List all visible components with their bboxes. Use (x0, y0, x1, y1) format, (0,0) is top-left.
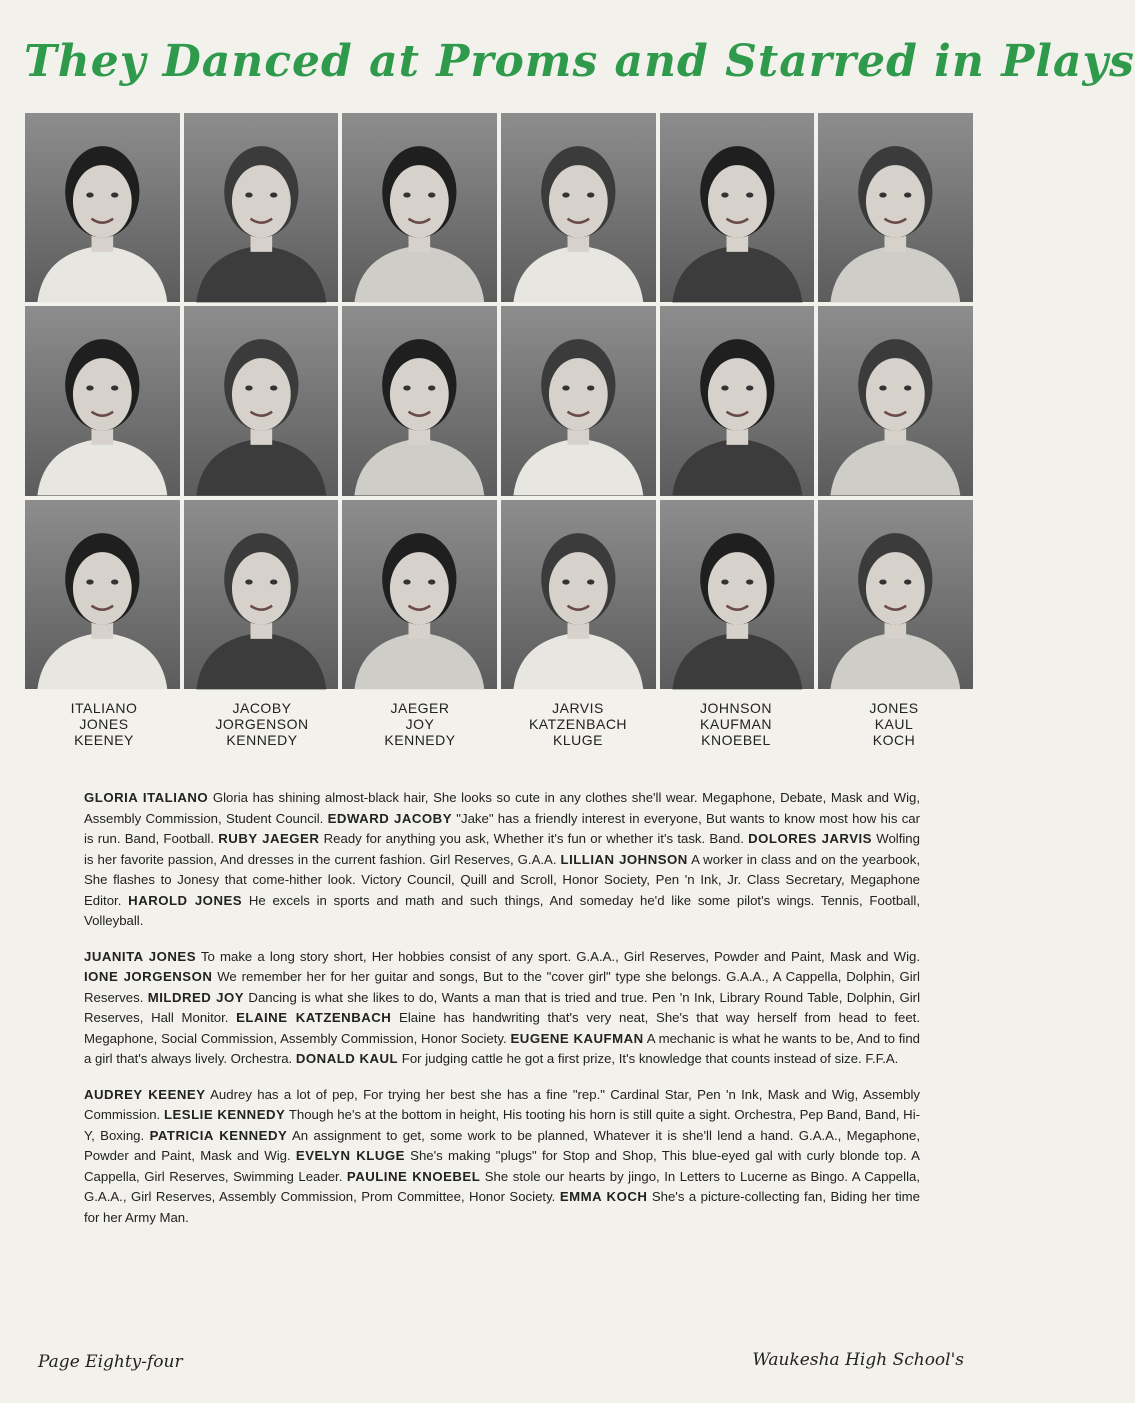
student-name: LESLIE KENNEDY (163, 1107, 286, 1122)
portrait-photo (342, 500, 497, 689)
portrait-photo (818, 500, 973, 689)
name-column (183, 700, 341, 748)
student-bio: She stole our hearts by jingo, In Letters to Lucerne as Bingo. A Cappella, G.A.A., Girl Reserves, Assembly Commission, Prom Committee, Honor Society. (84, 1168, 920, 1204)
student-name: DOLORES JARVIS (748, 831, 872, 846)
student-bio: Audrey has a lot of pep, For trying her best she has a fine "rep." Cardinal Star, Pen 'n Ink, Mask and Wig, Assembly Commission. (84, 1086, 921, 1122)
student-bio: A mechanic is what he wants to be, And to find a girl that's always lively. Orchestra. (84, 1030, 921, 1066)
portrait-photo (184, 500, 339, 689)
student-bio: Dancing is what she likes to do, Wants a man that is tried and true. Pen 'n Ink, Library Round Table, Dolphin, Girl Reserves, Hall Monitor. (84, 989, 920, 1025)
bio-paragraph (84, 947, 920, 1070)
portrait-silhouette (818, 500, 973, 689)
portrait-silhouette (660, 500, 815, 689)
portrait-silhouette (342, 306, 497, 495)
portrait-grid (25, 113, 973, 689)
name-label: KAUFMAN (700, 716, 772, 732)
portrait-photo (818, 113, 973, 302)
name-column (341, 700, 499, 748)
student-name: PAULINE KNOEBEL (346, 1168, 481, 1184)
student-name: IONE JORGENSON (84, 969, 213, 984)
biographies (84, 788, 920, 1243)
student-bio: Elaine has handwriting that's very neat, She's that way herself from head to feet. Megaphone, Social Commission, Assembly Commission, Honor Society. (84, 1010, 920, 1046)
name-label: KENNEDY (384, 732, 456, 748)
portrait-silhouette (184, 306, 339, 495)
portrait-silhouette (25, 500, 180, 689)
page-title: They Danced at Proms and Starred in Plays (24, 36, 1135, 87)
portrait-photo (25, 500, 180, 689)
portrait-photo (501, 500, 656, 689)
name-label: KEENEY (74, 732, 134, 748)
student-name: EDWARD JACOBY (327, 810, 452, 826)
name-index (25, 700, 973, 748)
portrait-photo (184, 113, 339, 302)
name-label: KENNEDY (226, 732, 298, 748)
name-column (25, 700, 183, 748)
student-bio: Ready for anything you ask, Whether it's fun or whether it's task. Band. (323, 831, 744, 846)
student-name: PATRICIA KENNEDY (149, 1127, 288, 1143)
name-label: JORGENSON (215, 716, 309, 732)
portrait-photo (342, 306, 497, 495)
student-bio: She's a picture-collecting fan, Biding her time for her Army Man. (84, 1189, 920, 1225)
name-column (657, 700, 815, 748)
portrait-photo (501, 113, 656, 302)
student-bio: Wolfing is her favorite passion, And dresses in the current fashion. Girl Reserves, G.A.A. (84, 831, 920, 867)
name-label: KNOEBEL (701, 732, 771, 748)
student-name: EUGENE KAUFMAN (510, 1030, 644, 1046)
portrait-photo (25, 113, 180, 302)
student-bio: Gloria has shining almost-black hair, She looks so cute in any clothes she'll wear. Megaphone, Debate, Mask and Wig, Assembly Commission, Student Council. (84, 790, 920, 826)
name-label: JONES (79, 716, 129, 732)
portrait-photo (660, 306, 815, 495)
portrait-silhouette (25, 113, 180, 302)
portrait-silhouette (25, 306, 180, 495)
name-label: KOCH (872, 732, 916, 748)
student-bio: Though he's at the bottom in height, His tooting his horn is still quite a sight. Orchestra, Pep Band, Band, Hi-Y, Boxing. (84, 1107, 921, 1143)
name-label: JONES (869, 700, 919, 716)
student-name: RUBY JAEGER (218, 831, 320, 846)
portrait-silhouette (184, 500, 339, 689)
student-name: DONALD KAUL (295, 1051, 399, 1066)
student-name: LILLIAN JOHNSON (560, 851, 688, 867)
name-label: JAEGER (390, 700, 450, 716)
student-bio: He excels in sports and math and such things, And someday he'd like some pilot's wings. Tennis, Football, Volleyball. (84, 892, 921, 928)
portrait-silhouette (501, 306, 656, 495)
student-bio: An assignment to get, some work to be planned, Whatever it is she'll lend a hand. G.A.A., Megaphone, Powder and Paint, Mask and Wig. (84, 1127, 920, 1163)
portrait-photo (342, 113, 497, 302)
portrait-photo (184, 306, 339, 495)
student-name: HAROLD JONES (128, 892, 243, 908)
portrait-photo (660, 113, 815, 302)
student-name: AUDREY KEENEY (84, 1086, 206, 1102)
portrait-silhouette (660, 306, 815, 495)
portrait-photo (501, 306, 656, 495)
name-label: JOHNSON (700, 700, 772, 716)
bio-paragraph (84, 788, 920, 932)
portrait-silhouette (342, 113, 497, 302)
student-name: EMMA KOCH (559, 1189, 648, 1204)
name-label: JOY (405, 716, 435, 732)
student-name: GLORIA ITALIANO (84, 790, 209, 805)
name-label: JARVIS (552, 700, 604, 716)
name-column (499, 700, 657, 748)
portrait-silhouette (342, 500, 497, 689)
portrait-silhouette (660, 113, 815, 302)
student-bio: "Jake" has a friendly interest in everyone, But wants to know most how his car is run. Band, Football. (84, 810, 921, 846)
student-bio: For judging cattle he got a first prize, It's knowledge that counts instead of size. F.F.A. (401, 1051, 899, 1066)
name-label: KLUGE (553, 732, 603, 748)
student-bio: To make a long story short, Her hobbies consist of any sport. G.A.A., Girl Reserves, Powder and Paint, Mask and Wig. (200, 948, 920, 964)
portrait-photo (25, 306, 180, 495)
bio-paragraph (84, 1085, 920, 1229)
page-number: Page Eighty-four (38, 1352, 183, 1372)
name-label: ITALIANO (70, 700, 138, 716)
name-label: KATZENBACH (528, 716, 628, 732)
portrait-photo (660, 500, 815, 689)
student-name: JUANITA JONES (84, 948, 197, 964)
portrait-silhouette (818, 306, 973, 495)
portrait-silhouette (184, 113, 339, 302)
portrait-silhouette (818, 113, 973, 302)
student-name: ELAINE KATZENBACH (236, 1010, 392, 1025)
name-label: KAUL (874, 716, 914, 732)
portrait-photo (818, 306, 973, 495)
name-label: JACOBY (232, 700, 292, 716)
portrait-silhouette (501, 113, 656, 302)
student-bio: We remember her for her guitar and songs, But to the "cover girl" type she belongs. G.A.A., A Cappella, Dolphin, Girl Reserves. (84, 969, 920, 1005)
student-bio: A worker in class and on the yearbook, She flashes to Jonesy that come-hither look. Victory Council, Quill and Scroll, Honor Society, Pen 'n Ink, Jr. Class Secretary, Megaphone Editor. (84, 851, 921, 908)
student-bio: She's making "plugs" for Stop and Shop, This blue-eyed gal with curly blonde top. A Cappella, Girl Reserves, Swimming Leader. (84, 1148, 920, 1184)
name-column (815, 700, 973, 748)
student-name: EVELYN KLUGE (295, 1148, 405, 1163)
student-name: MILDRED JOY (147, 989, 245, 1005)
school-name: Waukesha High School's (752, 1350, 964, 1370)
portrait-silhouette (501, 500, 656, 689)
